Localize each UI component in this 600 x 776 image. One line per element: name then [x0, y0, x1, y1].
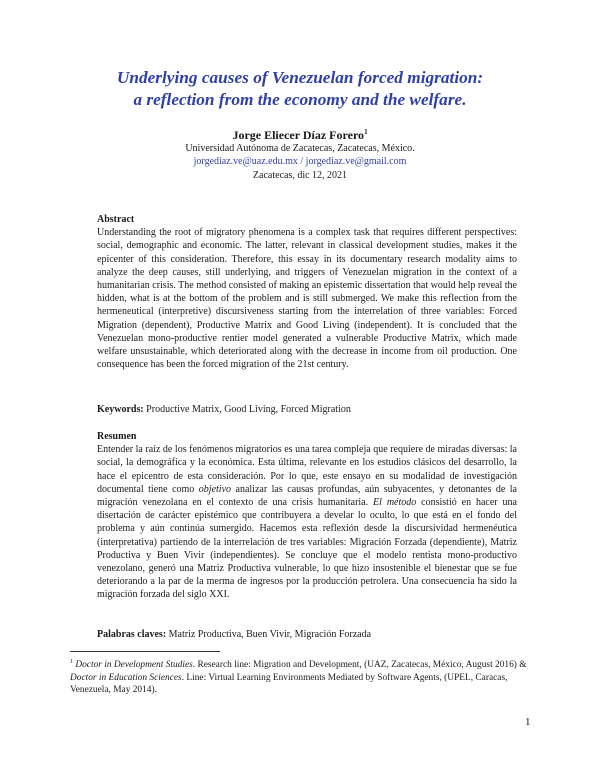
- title-line-2: a reflection from the economy and the welfare.: [133, 90, 467, 109]
- resumen-text-3: consistió en hacer una disertación de carácter epistémico que contribuyera a develar lo oculto, lo que está en el fondo del problema y aún continúa sumergido. Hacemos esta reflexión desde la discursividad hermenéutica (interpretativa) partiendo de la interrelación de tres variables: Migración Forzada (dependiente), Matriz Productiva y Buen Vivir (independientes). Se concluye que el modelo rentista mono-productivo venezolano, generó una Matriz Productiva vulnerable, lo que hizo insostenible el bienestar que se fue deteriorando a la par de la merma de ingresos por la producción petrolera. Una consecuencia ha sido la migración forzada del siglo XXI.: [97, 497, 517, 601]
- author-name: Jorge Eliecer Díaz Forero: [232, 128, 365, 142]
- footnote-italic-2: Doctor in Education Sciences: [70, 672, 182, 683]
- affiliation: Universidad Autónoma de Zacatecas, Zacatecas, México.: [185, 143, 415, 154]
- author-emails[interactable]: jorgediaz.ve@uaz.edu.mx / jorgediaz.ve@gmail.com: [193, 156, 407, 167]
- page-number: 1: [525, 716, 531, 728]
- keywords: [97, 404, 517, 415]
- author: [0, 128, 600, 143]
- title-line-1: Underlying causes of Venezuelan forced migration:: [116, 68, 484, 87]
- resumen-italic-objetivo: objetivo: [198, 483, 232, 495]
- resumen-section: [97, 430, 517, 602]
- footnote-text-2: . Line: Virtual Learning Environments Mediated by Software Agents, (UPEL, Caracas, Venezuela, May 2014).: [70, 672, 508, 696]
- abstract-section: [97, 213, 517, 371]
- resumen-text-1: Entender la raíz de los fenómenos migratorios es una tarea compleja que requiere de miradas diversas: la social, la demográfica y la económica. Esta última, relevante en los estudios clásicos del desarrollo, la hace el epicentro de esta consideración. Por lo que, este ensayo en su modalidad de investigación documental tiene como: [97, 444, 517, 495]
- resumen-heading: Resumen: [97, 431, 137, 442]
- keywords-value: Productive Matrix, Good Living, Forced Migration: [146, 404, 351, 415]
- palabras-value: Matriz Productiva, Buen Vivir, Migración Forzada: [168, 629, 372, 640]
- date: Zacatecas, dic 12, 2021: [252, 170, 348, 181]
- author-footnote-mark[interactable]: 1: [364, 128, 368, 136]
- abstract-body: Understanding the root of migratory phenomena is a complex task that requires different perspectives: social, demographic and economic. The latter, relevant in classical development studies, makes it the epicenter of this consideration. Therefore, this essay in its documentary research modality aims to analyze the deep causes, still underlying, and triggers of Venezuelan migration in the context of a humanitarian crisis. The method consisted of making an epistemic dissertation that would help reveal the hidden, what is at the bottom of the problem and is still submerged. We make this reflection from the hermeneutical (interpretive) discursiveness starting from the interrelation of three variables: Forced Migration (dependent), Productive Matrix and Good Living (independent). It is concluded that the Venezuelan mono-productive rentier model generated a vulnerable Productive Matrix, which made welfare unsustainable, which deteriorated along with the decrease in income from oil production. One consequence has been the forced migration of the 21st century.: [97, 227, 517, 371]
- footnote-italic-1: Doctor in Development Studies: [75, 660, 193, 671]
- abstract-heading: Abstract: [97, 214, 135, 225]
- resumen-italic-metodo: El método: [373, 497, 417, 509]
- footnote-divider: [70, 651, 220, 652]
- footnote-mark: 1: [70, 659, 73, 665]
- palabras-label: Palabras claves:: [97, 629, 167, 640]
- resumen-body: [97, 443, 517, 601]
- footnote-text-1: . Research line: Migration and Development, (UAZ, Zacatecas, México, August 2016) &: [192, 660, 527, 671]
- footnote: [70, 656, 530, 697]
- resumen-text-2: analizar las causas profundas, aún subyacentes, y detonantes de la migración venezolana en el contexto de una crisis humanitaria.: [97, 483, 517, 509]
- keywords-label: Keywords:: [97, 404, 144, 415]
- palabras-claves: [97, 629, 517, 640]
